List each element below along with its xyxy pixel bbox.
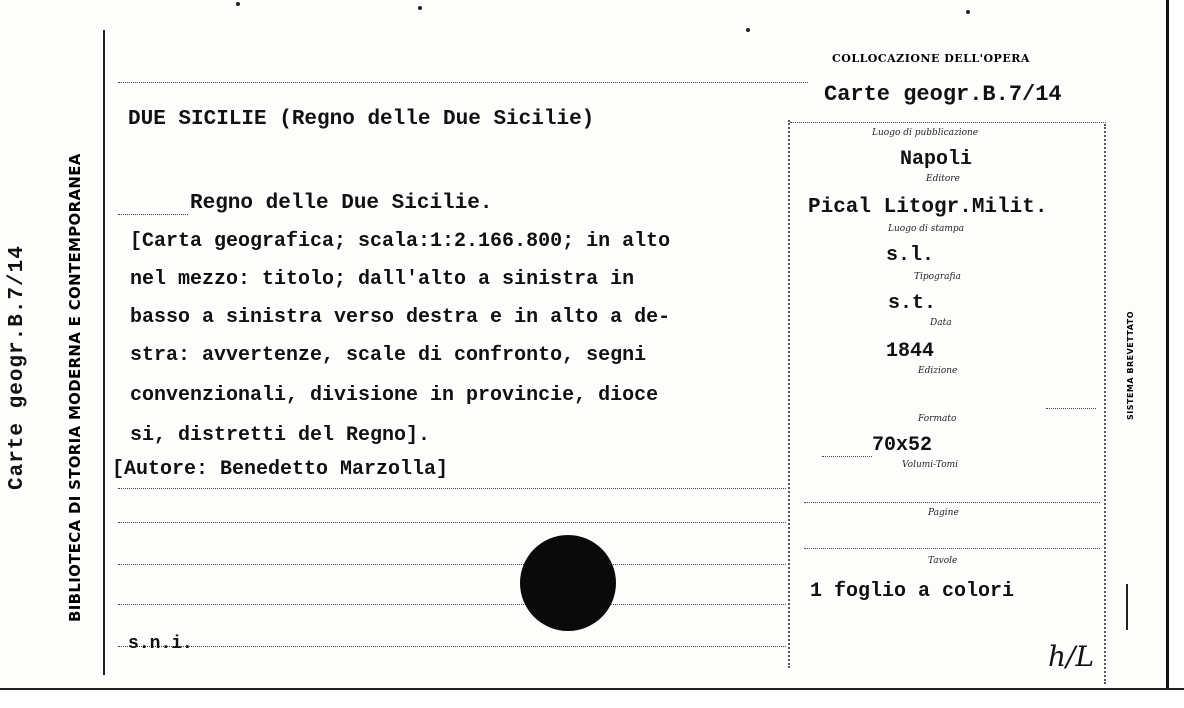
spine-right-note: SISTEMA BREVETTATO: [1126, 310, 1135, 420]
value-tavole: 1 foglio a colori: [810, 580, 1015, 603]
label-formato: Formato: [918, 414, 957, 424]
speck: [966, 10, 970, 14]
blank-rule-2: [118, 522, 786, 523]
value-data: 1844: [886, 340, 935, 363]
label-tavole: Tavole: [928, 556, 958, 566]
label-pagine: Pagine: [928, 508, 959, 518]
value-tipografia: s.t.: [888, 292, 937, 315]
value-editore: Pical Litogr.Milit.: [808, 196, 1048, 219]
entry-footer: s.n.i.: [128, 634, 193, 654]
right-col-mark: [1126, 584, 1128, 630]
label-luogo-stampa: Luogo di stampa: [888, 224, 964, 234]
column-divider: [788, 120, 790, 668]
label-editore: Editore: [926, 174, 960, 184]
description-line-4: stra: avvertenze, scale di confronto, segni: [130, 344, 647, 367]
description-line-1: [Carta geografica; scala:1:2.166.800; in alto: [130, 230, 671, 253]
blank-rule-5: [118, 646, 786, 647]
formato-top-rule: [1046, 408, 1096, 409]
label-tipografia: Tipografia: [914, 272, 961, 282]
punch-hole: [520, 535, 616, 631]
description-line-2: nel mezzo: titolo; dall'alto a sinistra in: [130, 268, 635, 291]
blank-rule-1: [118, 488, 786, 489]
entry-author: [Autore: Benedetto Marzolla]: [112, 458, 449, 481]
description-line-5: convenzionali, divisione in provincie, dioce: [130, 384, 659, 407]
speck: [418, 6, 422, 10]
label-data: Data: [930, 318, 952, 328]
value-formato: 70x52: [872, 434, 933, 457]
card-bottom-edge: [0, 688, 1184, 708]
value-luogo-pubblicazione: Napoli: [900, 148, 973, 171]
formato-left-rule: [822, 456, 872, 457]
card-right-edge: [1166, 0, 1184, 690]
left-border-line: [103, 30, 105, 675]
right-col-border: [1104, 124, 1106, 684]
collocation-header: COLLOCAZIONE DELL'OPERA: [832, 52, 1030, 65]
collocation-shelfmark: Carte geogr.B.7/14: [824, 82, 1062, 107]
description-line-3: basso a sinistra verso destra e in alto a de-: [130, 306, 671, 329]
top-rule: [118, 82, 808, 83]
handwritten-mark: h/L: [1048, 640, 1095, 673]
tavole-rule: [804, 548, 1100, 549]
label-volumi-tomi: Volumi-Tomi: [902, 460, 959, 470]
spine-shelfmark: Carte geogr.B.7/14: [6, 245, 29, 490]
description-line-6: si, distretti del Regno].: [130, 424, 431, 447]
right-col-top-rule: [790, 122, 1106, 123]
label-luogo-pubblicazione: Luogo di pubblicazione: [872, 128, 979, 138]
speck: [746, 28, 750, 32]
label-edizione: Edizione: [918, 366, 958, 376]
blank-rule-3: [118, 564, 786, 565]
blank-rule-4: [118, 604, 786, 605]
spine-library-name: BIBLIOTECA DI STORIA MODERNA E CONTEMPORANEA: [66, 153, 84, 622]
pagine-rule: [804, 502, 1100, 503]
entry-heading: DUE SICILIE (Regno delle Due Sicilie): [128, 108, 595, 131]
title-leader-line: [118, 214, 188, 215]
speck: [236, 2, 240, 6]
value-luogo-stampa: s.l.: [886, 244, 935, 267]
entry-title: Regno delle Due Sicilie.: [190, 192, 493, 215]
